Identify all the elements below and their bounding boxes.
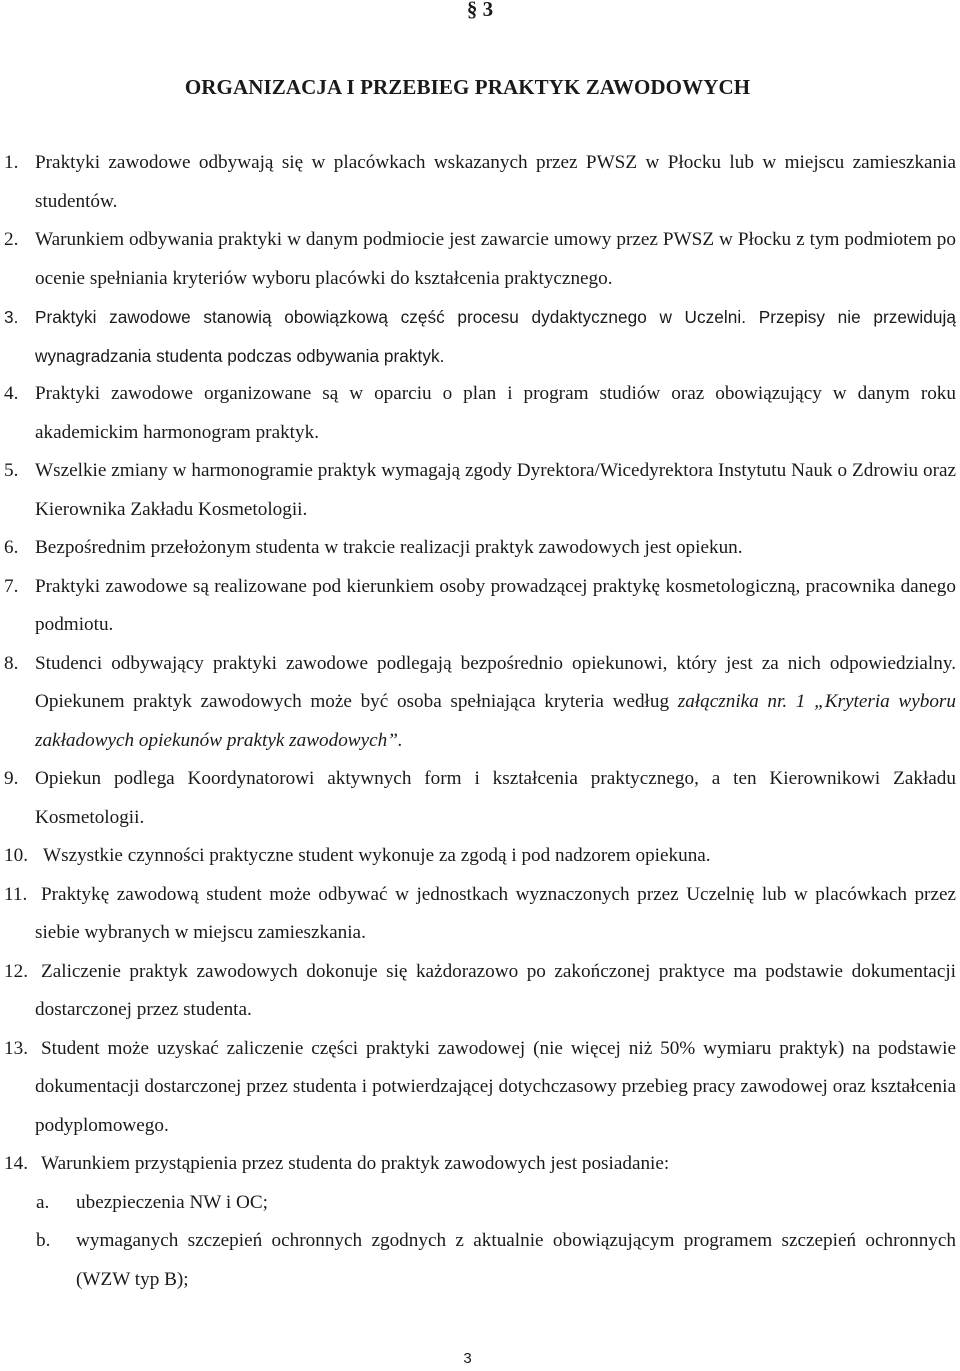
- list-item-11: [0, 876, 960, 953]
- section-mark: § 3: [466, 0, 494, 21]
- item-text: Studenci odbywający praktyki zawodowe podlegają bezpośrednio opiekunowi, który jest za nich odpowiedzialny. Opiekunem praktyk zawodowych może być osoba spełniająca kryteria według: [35, 652, 956, 712]
- item-number: 6.: [4, 537, 19, 558]
- list-item-13: [0, 1030, 960, 1146]
- item-text: Praktyki zawodowe są realizowane pod kierunkiem osoby prowadzącej praktykę kosmetologiczną, pracownika danego podmiotu.: [35, 575, 956, 635]
- item-number: 13.: [4, 1037, 28, 1059]
- item-text: Student może uzyskać zaliczenie części praktyki zawodowej (nie więcej niż 50% wymiaru praktyk) na podstawie dokumentacji dostarczonej przez studenta i potwierdzającej dotychczasowy przebieg pracy zawodowej oraz kształcenia podyplomowego.: [35, 1037, 956, 1136]
- list-item-5: [0, 452, 960, 529]
- item-text: Warunkiem przystąpienia przez studenta do praktyk zawodowych jest posiadanie:: [41, 1153, 670, 1174]
- page-title: ORGANIZACJA I PRZEBIEG PRAKTYK ZAWODOWYCH: [184, 75, 751, 99]
- list-item-7: [0, 568, 960, 645]
- sub-item-b: [0, 1222, 960, 1299]
- list-item-3: [0, 298, 960, 375]
- item-text: Opiekun podlega Koordynatorowi aktywnych form i kształcenia praktycznego, a ten Kierownikowi Zakładu Kosmetologii.: [35, 768, 956, 828]
- item-number: 10.: [4, 845, 28, 866]
- item-text: Praktykę zawodową student może odbywać w jednostkach wyznaczonych przez Uczelnię lub w placówkach przez siebie wybranych w miejscu zamieszkania.: [35, 883, 956, 943]
- list-item-6: [0, 529, 960, 568]
- item-number: 4.: [4, 383, 19, 404]
- item-number: 14.: [4, 1153, 28, 1174]
- list-item-8: [0, 645, 960, 761]
- sub-item-letter: a.: [36, 1191, 50, 1213]
- page-number: 3: [463, 1350, 472, 1367]
- sub-item-text: wymaganych szczepień ochronnych zgodnych z aktualnie obowiązującym programem szczepień ochronnych (WZW typ B);: [76, 1230, 956, 1290]
- sub-item-letter: b.: [36, 1230, 51, 1251]
- item-number: 12.: [4, 960, 28, 982]
- item-text: Warunkiem odbywania praktyki w danym podmiocie jest zawarcie umowy przez PWSZ w Płocku z tym podmiotem po ocenie spełniania kryteriów wyboru placówki do kształcenia praktycznego.: [35, 229, 956, 289]
- item-number: 3.: [4, 307, 19, 327]
- item-number: 7.: [4, 575, 19, 597]
- item-text-italic: załącznika nr. 1 „Kryteria wyboru zakładowych opiekunów praktyk zawodowych”.: [35, 691, 956, 751]
- item-number: 8.: [4, 652, 19, 674]
- list-item-2: [0, 221, 960, 298]
- item-text: Praktyki zawodowe organizowane są w oparciu o plan i program studiów oraz obowiązujący w danym roku akademickim harmonogram praktyk.: [35, 383, 956, 443]
- item-number: 2.: [4, 229, 19, 250]
- item-number: 1.: [4, 152, 19, 173]
- list-item-14: [0, 1145, 960, 1184]
- list-item-4: [0, 375, 960, 452]
- item-text: Praktyki zawodowe odbywają się w placówkach wskazanych przez PWSZ w Płocku lub w miejscu zamieszkania studentów.: [35, 152, 956, 212]
- list-item-12: [0, 953, 960, 1030]
- item-text: Wszystkie czynności praktyczne student wykonuje za zgodą i pod nadzorem opiekuna.: [43, 845, 711, 866]
- item-number: 5.: [4, 460, 19, 481]
- item-text: Wszelkie zmiany w harmonogramie praktyk wymagają zgody Dyrektora/Wicedyrektora Instytutu Nauk o Zdrowiu oraz Kierownika Zakładu Kosmetologii.: [35, 460, 956, 520]
- regulation-list: [0, 144, 960, 1299]
- sub-item-text: ubezpieczenia NW i OC;: [76, 1191, 268, 1213]
- list-item-1: [0, 144, 960, 221]
- item-text: Zaliczenie praktyk zawodowych dokonuje się każdorazowo po zakończonej praktyce ma podstawie dokumentacji dostarczonej przez studenta.: [35, 960, 956, 1020]
- list-item-9: [0, 760, 960, 837]
- item-text: Praktyki zawodowe stanowią obowiązkową część procesu dydaktycznego w Uczelni. Przepisy nie przewidują wynagradzania studenta podczas odbywania praktyk.: [35, 307, 956, 366]
- sub-item-a: [0, 1184, 960, 1223]
- list-item-10: [0, 837, 960, 876]
- item-number: 11.: [4, 883, 28, 905]
- item-number: 9.: [4, 768, 19, 789]
- item-text: Bezpośrednim przełożonym studenta w trakcie realizacji praktyk zawodowych jest opiekun.: [35, 537, 743, 558]
